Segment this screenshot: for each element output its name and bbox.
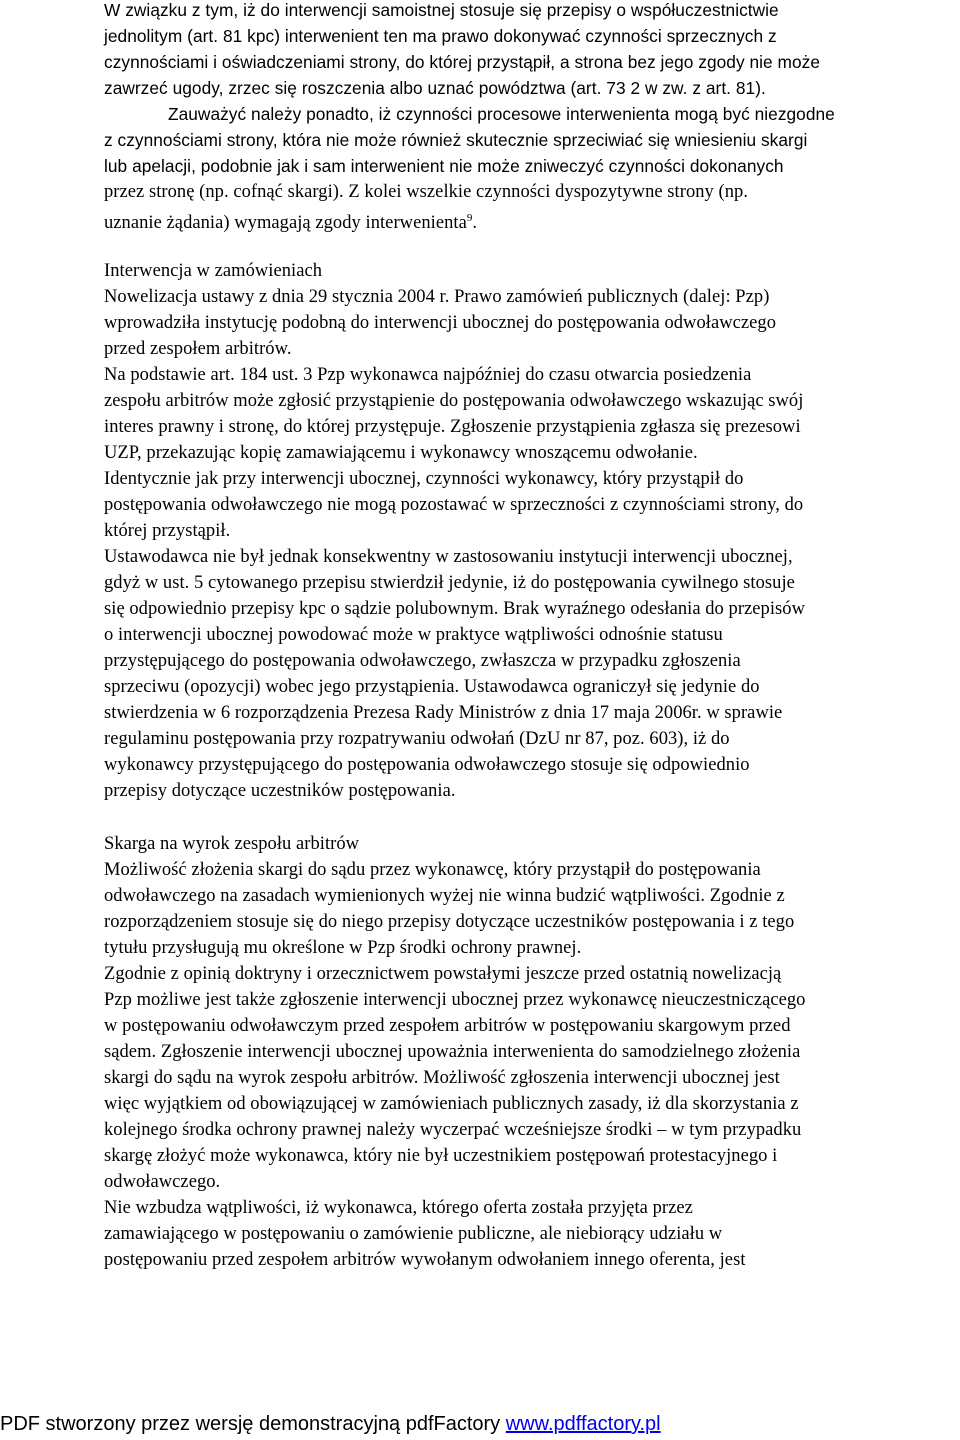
paragraph-line: Identycznie jak przy interwencji ubocznej, czynności wykonawcy, który przystąpił do bbox=[104, 469, 744, 489]
paragraph-line: regulaminu postępowania przy rozpatrywaniu odwołań (DzU nr 87, poz. 603), iż do bbox=[104, 729, 730, 749]
paragraph-line: wprowadziła instytucję podobną do interwencji ubocznej do postępowania odwoławczego bbox=[104, 313, 777, 333]
paragraph-line: skargę złożyć może wykonawca, który nie był uczestnikiem postępowań protestacyjnego i bbox=[104, 1146, 778, 1166]
paragraph-line: zawrzeć ugody, zrzec się roszczenia albo uznać powództwa (art. 73 2 w zw. z art. 81). bbox=[104, 78, 766, 98]
paragraph-line: interes prawny i stronę, do której przystępuje. Zgłoszenie przystąpienia zgłasza się prezesowi bbox=[104, 417, 801, 437]
paragraph-line: UZP, przekazując kopię zamawiającemu i wykonawcy wnoszącemu odwołanie. bbox=[104, 443, 698, 463]
paragraph-line: postępowaniu przed zespołem arbitrów wywołanym odwołaniem innego oferenta, jest bbox=[104, 1250, 746, 1270]
paragraph-line: tytułu przysługują mu określone w Pzp środki ochrony prawnej. bbox=[104, 938, 582, 958]
paragraph-line: czynnościami i oświadczeniami strony, do której przystąpił, a strona bez jego zgody nie może bbox=[104, 52, 821, 72]
paragraph-text: . bbox=[472, 213, 478, 233]
footer-text: PDF stworzony przez wersję demonstracyjną pdfFactory bbox=[0, 1413, 506, 1435]
paragraph-line: w postępowaniu odwoławczym przed zespołem arbitrów w postępowaniu skargowym przed bbox=[104, 1016, 791, 1036]
section-heading: Skarga na wyrok zespołu arbitrów bbox=[104, 834, 360, 854]
paragraph-line: kolejnego środka ochrony prawnej należy wyczerpać wcześniejsze środki – w tym przypadku bbox=[104, 1120, 802, 1140]
footnote-reference[interactable]: 9 bbox=[466, 212, 473, 224]
paragraph-line: Pzp możliwe jest także zgłoszenie interwencji ubocznej przez wykonawcę nieuczestniczącego bbox=[104, 990, 806, 1010]
paragraph-line: odwoławczego. bbox=[104, 1172, 221, 1192]
paragraph-line: przystępującego do postępowania odwoławczego, zwłaszcza w przypadku zgłoszenia bbox=[104, 651, 741, 671]
paragraph-line: wykonawcy przystępującego do postępowania odwoławczego stosuje się odpowiednio bbox=[104, 755, 750, 775]
paragraph-line: odwoławczego na zasadach wymienionych wyżej nie winna budzić wątpliwości. Zgodnie z bbox=[104, 886, 785, 906]
paragraph-line: przed zespołem arbitrów. bbox=[104, 339, 292, 359]
footer-link[interactable]: www.pdffactory.pl bbox=[505, 1413, 661, 1435]
paragraph-line: Nowelizacja ustawy z dnia 29 stycznia 2004 r. Prawo zamówień publicznych (dalej: Pzp) bbox=[104, 287, 770, 307]
paragraph-line: sądem. Zgłoszenie interwencji ubocznej upoważnia interwenienta do samodzielnego złożenia bbox=[104, 1042, 801, 1062]
section-heading: Interwencja w zamówieniach bbox=[104, 261, 323, 281]
paragraph-text: uznanie żądania) wymagają zgody interwenienta bbox=[104, 213, 467, 233]
paragraph-line bbox=[104, 205, 477, 236]
paragraph-line: Możliwość złożenia skargi do sądu przez wykonawcę, który przystąpił do postępowania bbox=[104, 860, 761, 880]
paragraph-line: stwierdzenia w 6 rozporządzenia Prezesa Rady Ministrów z dnia 17 maja 2006r. w sprawie bbox=[104, 703, 783, 723]
paragraph-line: o interwencji ubocznej powodować może w praktyce wątpliwości odnośnie statusu bbox=[104, 625, 723, 645]
paragraph-line: przez stronę (np. cofnąć skargi). Z kolei wszelkie czynności dyspozytywne strony (np. bbox=[104, 182, 749, 202]
paragraph-line: Zauważyć należy ponadto, iż czynności procesowe interwenienta mogą być niezgodne bbox=[168, 104, 835, 124]
paragraph-line: W związku z tym, iż do interwencji samoistnej stosuje się przepisy o współuczestnictwie bbox=[104, 0, 779, 20]
paragraph-line: sprzeciwu (opozycji) wobec jego przystąpienia. Ustawodawca ograniczył się jedynie do bbox=[104, 677, 760, 697]
paragraph-line: zespołu arbitrów może zgłosić przystąpienie do postępowania odwoławczego wskazując swój bbox=[104, 391, 804, 411]
paragraph-line: Zgodnie z opinią doktryny i orzecznictwem powstałymi jeszcze przed ostatnią nowelizacją bbox=[104, 964, 782, 984]
paragraph-line: Na podstawie art. 184 ust. 3 Pzp wykonawca najpóźniej do czasu otwarcia posiedzenia bbox=[104, 365, 752, 385]
pdf-footer bbox=[0, 1408, 960, 1440]
paragraph-line: więc wyjątkiem od obowiązującej w zamówieniach publicznych zasady, iż dla skorzystania z bbox=[104, 1094, 799, 1114]
paragraph-line: której przystąpił. bbox=[104, 521, 231, 541]
paragraph-line: lub apelacji, podobnie jak i sam interwenient nie może zniweczyć czynności dokonanych bbox=[104, 156, 784, 176]
paragraph-line: rozporządzeniem stosuje się do niego przepisy dotyczące uczestników postępowania i z tego bbox=[104, 912, 795, 932]
paragraph-line: skargi do sądu na wyrok zespołu arbitrów. Możliwość zgłoszenia interwencji ubocznej jest bbox=[104, 1068, 780, 1088]
paragraph-line: się odpowiednio przepisy kpc o sądzie polubownym. Brak wyraźnego odesłania do przepisów bbox=[104, 599, 806, 619]
paragraph-line: Nie wzbudza wątpliwości, iż wykonawca, którego oferta została przyjęta przez bbox=[104, 1198, 693, 1218]
paragraph-line: zamawiającego w postępowaniu o zamówienie publiczne, ale niebiorący udziału w bbox=[104, 1224, 723, 1244]
paragraph-line: przepisy dotyczące uczestników postępowania. bbox=[104, 781, 456, 801]
paragraph-line: jednolitym (art. 81 kpc) interwenient ten ma prawo dokonywać czynności sprzecznych z bbox=[104, 26, 777, 46]
paragraph-line: Ustawodawca nie był jednak konsekwentny w zastosowaniu instytucji interwencji ubocznej, bbox=[104, 547, 793, 567]
paragraph-line: postępowania odwoławczego nie mogą pozostawać w sprzeczności z czynnościami strony, do bbox=[104, 495, 804, 515]
paragraph-line: gdyż w ust. 5 cytowanego przepisu stwierdził jedynie, iż do postępowania cywilnego stosuje bbox=[104, 573, 795, 593]
paragraph-line: z czynnościami strony, która nie może również skutecznie sprzeciwiać się wniesieniu skargi bbox=[104, 130, 808, 150]
